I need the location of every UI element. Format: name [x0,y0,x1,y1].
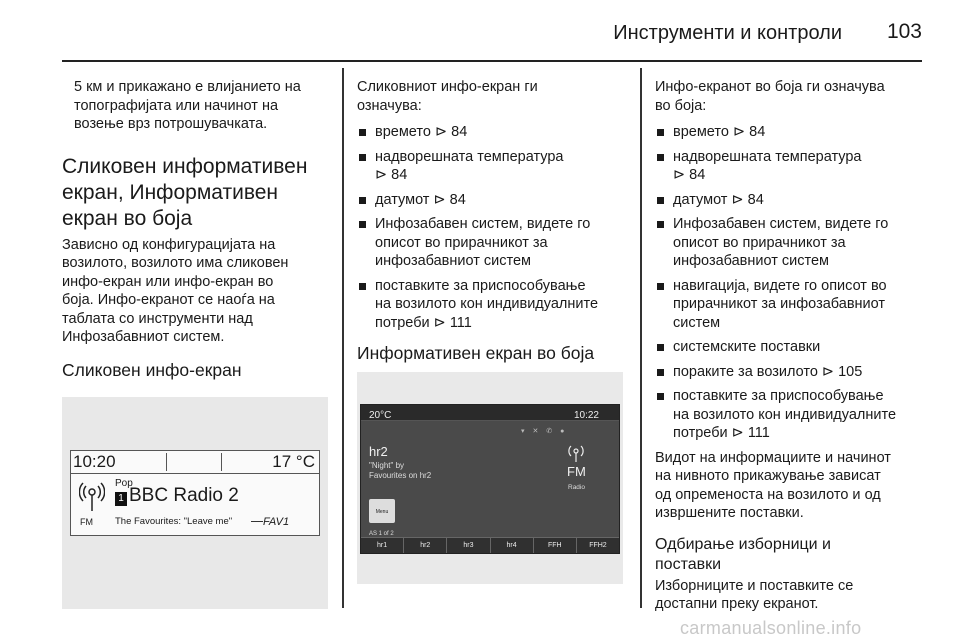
text-line: инфозабавниот систем [673,253,830,269]
text-line: датумот ⊳ 84 [375,191,466,208]
as-label: AS 1 of 2 [369,531,394,537]
text-line: надворешната температура [673,148,862,165]
display-temperature: 20°C [369,410,392,421]
list-item [655,387,927,443]
list-item [357,277,629,333]
text-line: описот во прирачникот за [673,234,846,251]
list-item [655,338,927,357]
text-line: надворешната температура [375,148,564,165]
column-3 [655,78,927,614]
text-line: топографијата или начинот на [74,97,279,114]
band-label: FM [567,464,586,479]
mono-display-figure [62,397,328,609]
text-line: означува: [357,97,422,114]
radio-antenna-icon [565,443,587,463]
subheading: Сликовен инфо-екран [62,359,242,380]
text-line: поставките за приспособување [673,388,884,404]
column-1 [62,78,328,609]
text-line: извршените поставки. [655,505,804,521]
list-item [357,191,629,210]
intro-paragraph [655,78,927,115]
text-line: систем [673,314,721,331]
text-line: порaките за возилото ⊳ 105 [673,363,863,380]
text-line: достапни преку екранот. [655,596,819,612]
display-main [361,421,619,539]
menu-button[interactable] [369,499,395,523]
list-item [655,277,927,333]
text-line: системските поставки [673,339,821,355]
text-line: Зависно од конфигурацијата на [62,236,276,253]
list-item [655,191,927,210]
preset-bar [361,537,619,553]
preset-button[interactable]: hr3 [447,538,490,553]
divider [166,453,167,471]
heading-line: екран, Информативен [62,180,279,204]
text-line: времето ⊳ 84 [375,124,468,140]
heading-line: екран во боја [62,206,193,230]
text-line: описот во прирачникот за [375,234,548,251]
status-bar [361,405,619,421]
divider [221,453,222,471]
list-item [655,215,927,271]
intro-paragraph [62,78,328,134]
text-line: на возилото кон индивидуалните [673,406,897,423]
text-line: Инфозабавен систем, видете го [375,216,591,232]
text-line: поставките за приспособување [375,277,586,294]
text-line: навигација, видете го описот во [673,277,887,294]
heading-line: Одбирање изборници и [655,535,831,553]
text-line: Favourites on hr2 [369,471,432,480]
section-heading [62,154,328,232]
subheading [655,535,927,575]
text-line: 5 км и прикажано е влијанието на [74,79,301,95]
list-item [655,123,927,142]
preset-button[interactable]: FFH [534,538,577,553]
list-item [357,148,629,185]
page-number: 103 [886,20,922,43]
display-time: 10:22 [573,410,599,421]
mono-display [70,450,320,536]
text-line: потреби ⊳ 111 [375,314,472,331]
text-line: Изборниците и поставките се [655,577,854,594]
station-name: BBC Radio 2 [129,484,239,506]
display-temperature: 17 °C [272,451,315,471]
column-divider [342,68,344,608]
color-display-figure [357,372,623,584]
heading-line: поставки [655,555,722,573]
preset-badge: 1 [115,492,127,506]
preset-button[interactable]: hr1 [361,538,404,553]
text-line: ⊳ 84 [673,167,706,183]
subheading: Информативен екран во боја [357,343,595,363]
text-line: ⊳ 84 [375,167,408,183]
text-line: Инфозабавниот систем. [62,329,225,345]
column-divider [640,68,642,608]
preset-button[interactable]: FFH2 [589,542,607,549]
text-line: "Night" by [369,461,405,470]
outro-paragraph [655,449,927,523]
preset-button[interactable]: hr4 [491,538,534,553]
watermark: carmanualsonline.info [680,618,862,638]
text-line: инфо-екран или инфо-екран во [62,273,274,290]
text-line: инфозабавниот систем [375,253,532,269]
body-paragraph [655,577,927,614]
list-item [357,123,629,142]
favourite-label: FAV1 [263,515,290,528]
text-line: боја. Инфо-екранот се наоѓа на [62,292,275,308]
now-playing [369,461,431,481]
color-display [360,404,620,554]
text-line: од опременоста на возилото и од [655,486,881,503]
source-label: Radio [568,484,585,491]
radio-text: The Favourites: "Leave me" [115,515,233,527]
genre-label: Pop [115,477,133,489]
bullet-list [655,123,927,443]
text-line: потреби ⊳ 111 [673,425,770,441]
display-time: 10:20 [73,451,116,471]
text-line: во боја: [655,97,707,114]
status-icons: ▾ ✕ ✆ ● [521,428,568,435]
text-line: на нивното прикажување зависат [655,468,881,484]
band-label: FM [80,516,93,527]
text-line: Инфо-екранот во боја ги означува [655,79,885,95]
heading-line: Сликовен информативен [62,154,308,178]
section-body [62,236,328,347]
column-2 [357,78,629,584]
list-item [655,363,927,382]
text-line: Видот на информациите и начинот [655,449,891,466]
divider [251,521,263,522]
text-line: Сликовниот инфо-екран ги [357,79,538,95]
radio-antenna-icon [79,481,105,513]
divider [71,473,319,474]
text-line: датумот ⊳ 84 [673,191,764,208]
menu-label: Menu [375,508,389,515]
text-line: на возилото кон индивидуалните [375,296,599,312]
preset-button[interactable]: hr2 [404,538,447,553]
bullet-list [357,123,629,332]
list-item [655,148,927,185]
intro-paragraph [357,78,629,115]
text-line: возилото, возилото има сликовен [62,255,289,271]
text-line: времето ⊳ 84 [673,124,766,140]
text-line: прирачникот за инфозабавниот [673,296,886,312]
header-rule [62,60,922,62]
list-item [357,215,629,271]
text-line: таблата со инструменти над [62,310,253,327]
text-line: возење врз потрошувачката. [74,116,268,132]
station-name: hr2 [369,444,388,459]
text-line: Инфозабавен систем, видете го [673,216,889,232]
header-title: Инструменти и контроли [613,22,842,44]
page-header [0,0,960,62]
